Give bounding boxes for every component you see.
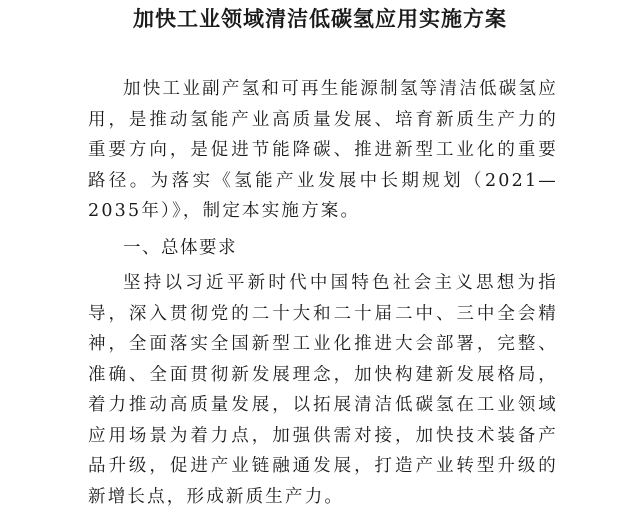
intro-paragraph: 加快工业副产氢和可再生能源制氢等清洁低碳氢应用，是推动氢能产业高质量发展、培育新质生产力的重要方向，是促进节能降碳、推进新型工业化的重要路径。为落实《氢能产业发展中长期规划（2021—2035年）》，制定本实施方案。: [88, 79, 558, 221]
document-title: 加快工业领域清洁低碳氢应用实施方案: [133, 6, 507, 31]
general-requirements-paragraph: 坚持以习近平新时代中国特色社会主义思想为指导，深入贯彻党的二十大和二十届二中、三中全会精神，全面落实全国新型工业化推进大会部署，完整、准确、全面贯彻新发展理念，加快构建新发展格局，着力推动高质量发展，以拓展清洁低碳氢在工业领域应用场景为着力点，加强供需对接，加快技术装备产品升级，促进产业链融通发展，打造产业转型升级的新增长点，形成新质生产力。: [88, 273, 558, 507]
section-heading-general-requirements: 一、总体要求: [123, 238, 237, 258]
